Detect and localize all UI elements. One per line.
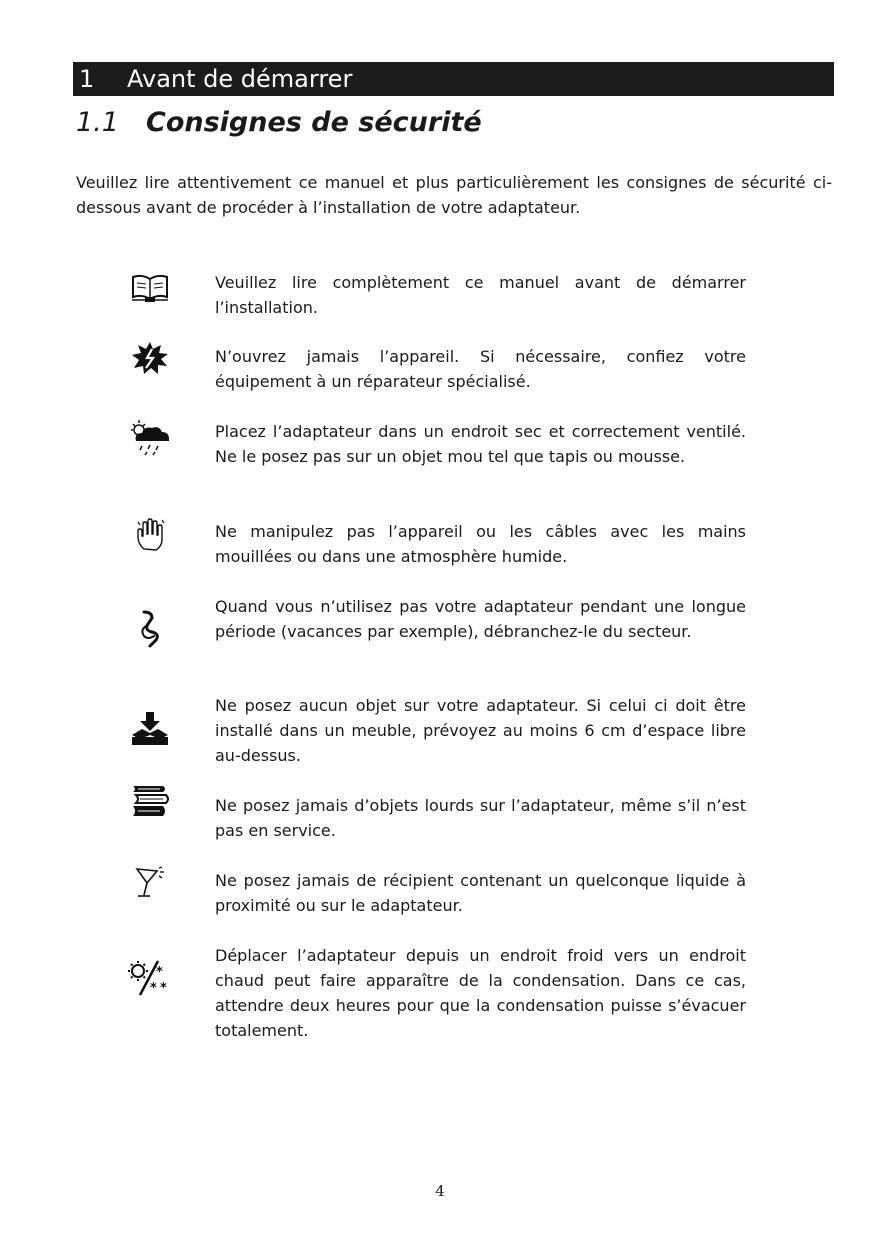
safety-item-text: Ne manipulez pas l’appareil ou les câbles avec les mains mouillées ou dans une atmosphère humide. (215, 522, 746, 566)
power-plug-icon (128, 609, 172, 649)
svg-text:*: * (160, 981, 167, 996)
hot-cold-condensation-icon (128, 958, 172, 998)
section-title: Consignes de sécurité (146, 106, 482, 138)
object-on-device-icon (128, 709, 172, 749)
svg-text:*: * (156, 965, 163, 980)
safety-item-text: Veuillez lire complètement ce manuel avant de démarrer l’installation. (215, 273, 746, 317)
electric-shock-icon (128, 338, 172, 378)
chapter-number: 1 (79, 65, 95, 93)
section-heading (76, 100, 482, 144)
heavy-books-icon (128, 781, 172, 821)
open-book-icon (128, 268, 172, 308)
safety-item-text: Ne posez jamais de récipient contenant un quelconque liquide à proximité ou sur le adaptateur. (215, 871, 746, 915)
chapter-header (73, 62, 834, 96)
intro-paragraph: Veuillez lire attentivement ce manuel et plus particulièrement les consignes de sécurité ci-dessous avant de procéder à l’installation de votre adaptateur. (76, 173, 832, 217)
safety-item-text: N’ouvrez jamais l’appareil. Si nécessaire, confiez votre équipement à un réparateur spécialisé. (215, 347, 746, 391)
section-number: 1.1 (76, 106, 119, 138)
wet-hand-icon (128, 515, 172, 555)
weather-cloud-rain-icon (128, 417, 172, 457)
safety-item-text: Déplacer l’adaptateur depuis un endroit froid vers un endroit chaud peut faire apparaître de la condensation. Dans ce cas, attendre deux heures pour que la condensation puisse s’évacuer totalement. (215, 946, 746, 1040)
safety-item-text: Quand vous n’utilisez pas votre adaptateur pendant une longue période (vacances par exemple), débranchez-le du secteur. (215, 597, 746, 641)
safety-item-text: Ne posez aucun objet sur votre adaptateur. Si celui ci doit être installé dans un meuble, prévoyez au moins 6 cm d’espace libre au-dessus. (215, 696, 746, 765)
safety-item-text: Placez l’adaptateur dans un endroit sec et correctement ventilé. Ne le posez pas sur un objet mou tel que tapis ou mousse. (215, 422, 746, 466)
chapter-title: Avant de démarrer (127, 65, 353, 93)
safety-item-text: Ne posez jamais d’objets lourds sur l’adaptateur, même s’il n’est pas en service. (215, 796, 746, 840)
svg-text:*: * (150, 981, 157, 996)
liquid-glass-icon (128, 862, 172, 902)
page-number: 4 (435, 1182, 445, 1200)
